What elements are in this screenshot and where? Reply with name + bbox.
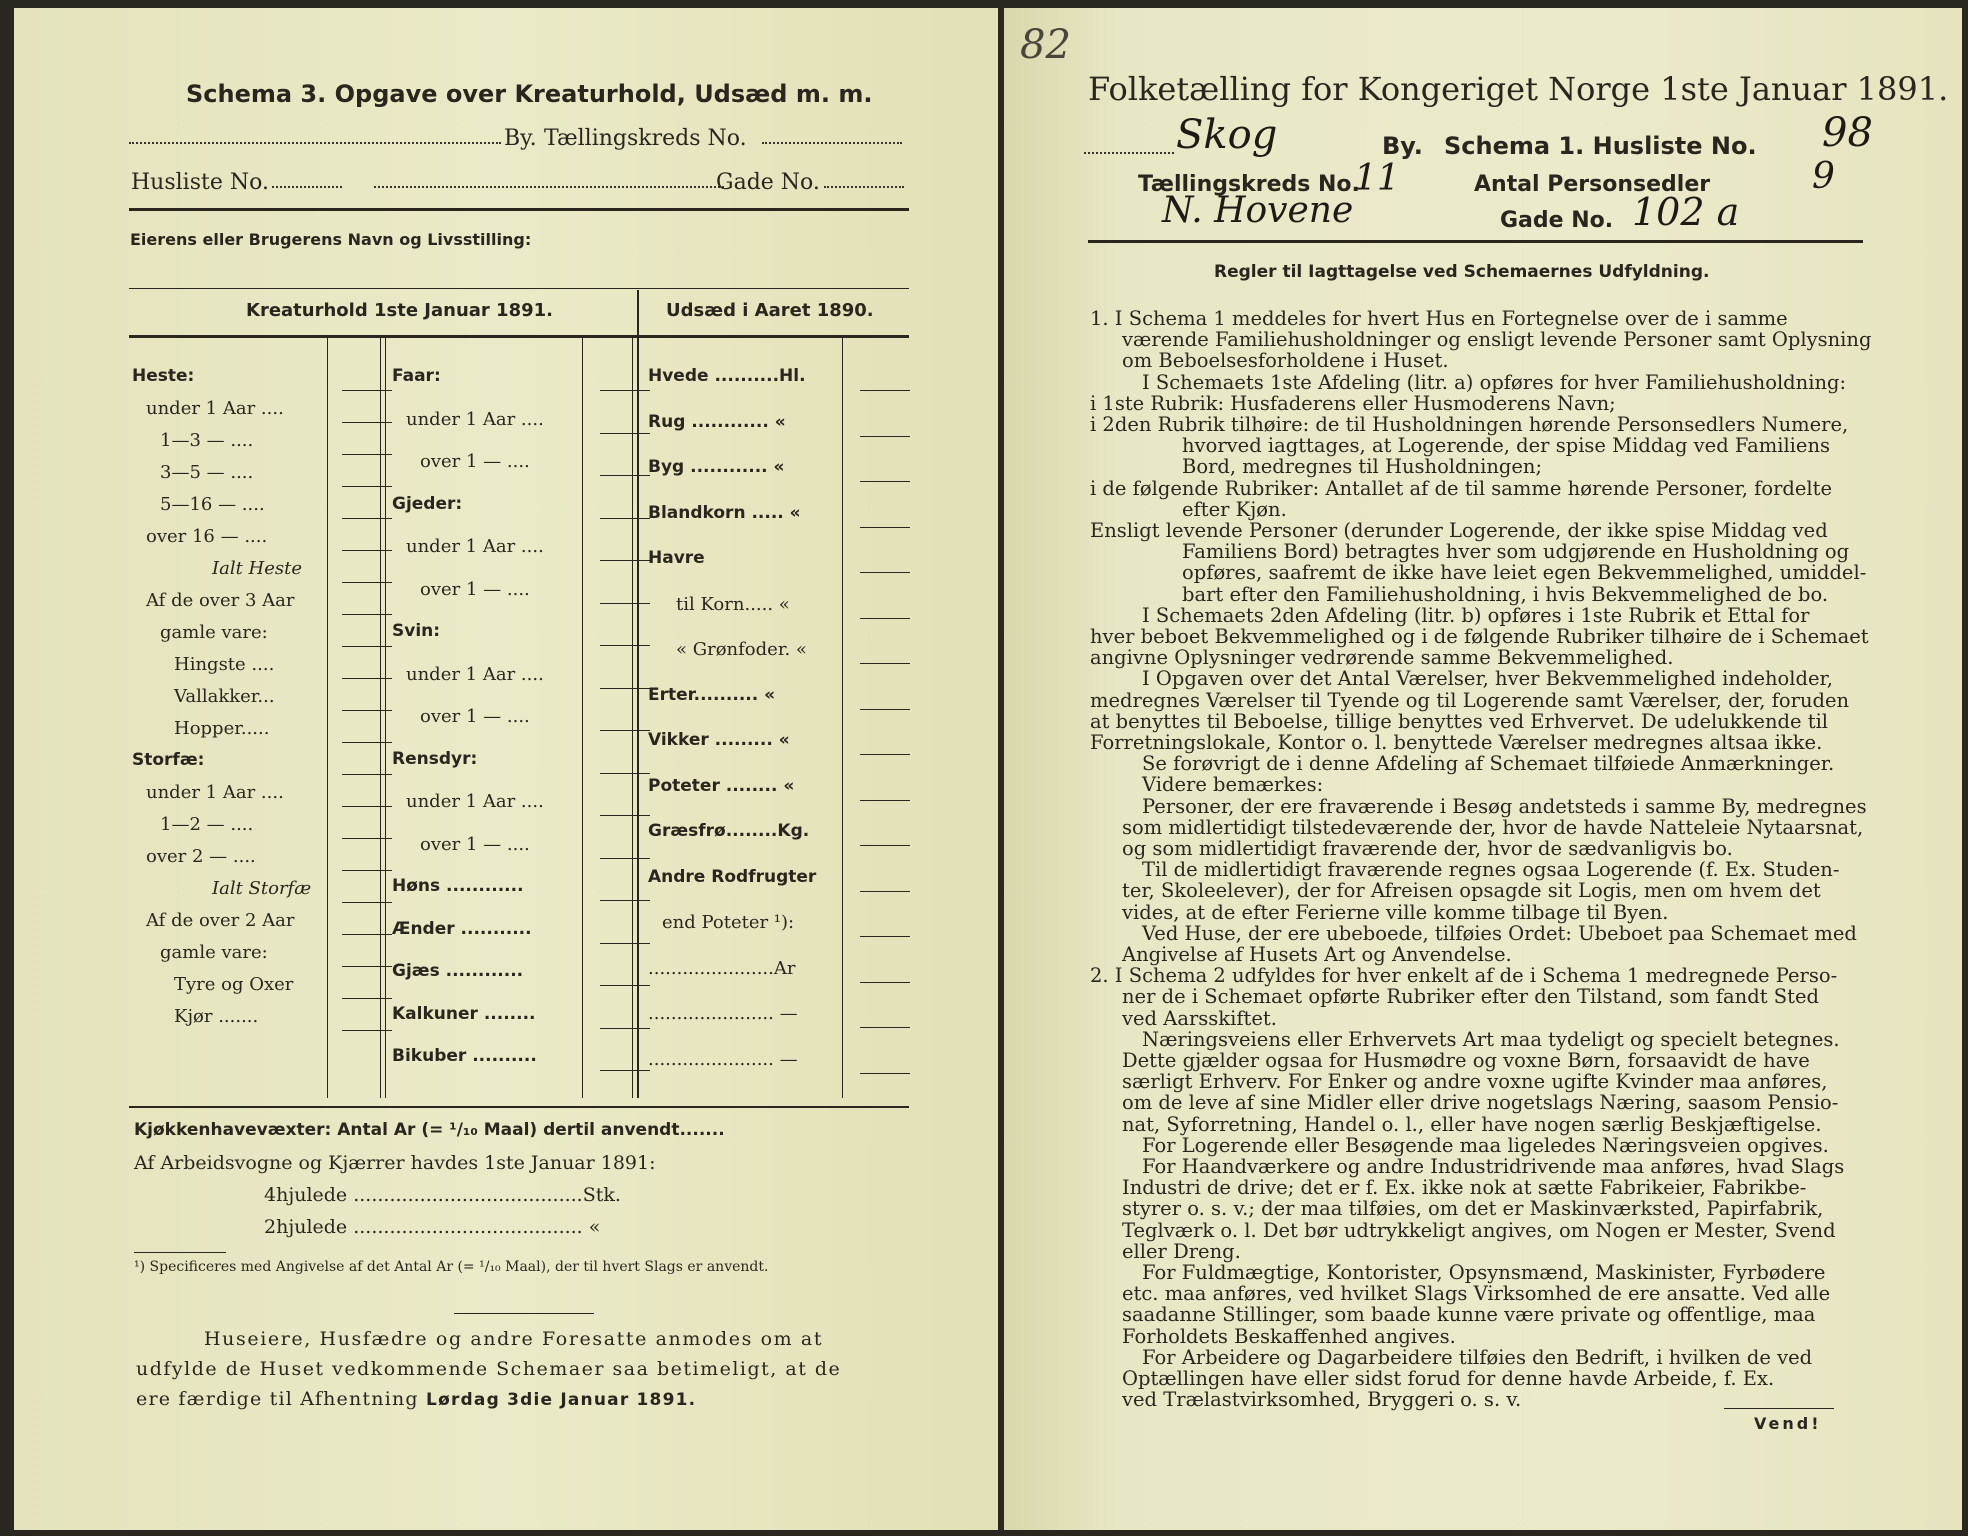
regel-line: Dette gjælder ogsaa for Husmødre og voxne Børn, forsaavidt de have <box>1122 1049 1810 1072</box>
entry-line <box>860 754 910 755</box>
regel-line: angivne Oplysninger vedrørende samme Bekvemmelighed. <box>1090 646 1674 670</box>
regel-line: hvorved iagttages, at Logerende, der spise Middag ved Familiens <box>1182 434 1831 458</box>
regel-line: etc. maa anføres, ved hvilket Slags Virksomhed de ere ansatte. Ved alle <box>1122 1282 1831 1306</box>
entry-line <box>342 806 392 807</box>
fireHjulede-line: 4hjulede ......................................Stk. <box>264 1184 621 1206</box>
entry-line <box>860 936 910 937</box>
regel-line: bart efter den Familiehusholdning, i hvis Bekvemmelighed de bo. <box>1182 582 1829 606</box>
gade-label: Gade No. <box>716 170 820 195</box>
entry-line <box>342 998 392 999</box>
entry-line <box>600 560 650 561</box>
closing-date: Lørdag 3die Januar 1891. <box>426 1390 697 1410</box>
entry-line <box>860 1073 910 1074</box>
form-row-label: Byg ............ « <box>648 457 785 477</box>
entry-line <box>860 982 910 983</box>
entry-line <box>342 582 392 583</box>
regel-line: Ensligt levende Personer (derunder Logerende, der ikke spise Middag ved <box>1090 519 1828 542</box>
form-row-label: Græsfrø........Kg. <box>648 821 810 841</box>
entry-line <box>342 710 392 711</box>
regel-line: I Schemaets 1ste Afdeling (litr. a) opføres for hver Familiehusholdning: <box>1142 370 1847 394</box>
entry-line <box>342 742 392 743</box>
entry-line <box>342 486 392 487</box>
entry-line <box>600 900 650 901</box>
form-row-label: Rug ............ « <box>648 411 786 432</box>
entry-line <box>600 858 650 859</box>
entry-line <box>600 1070 650 1071</box>
form-row-label: Hingste .... <box>174 654 275 675</box>
by-handwritten: Skog <box>1176 112 1278 158</box>
form-row-label: 1—3 — .... <box>160 430 254 451</box>
entry-line <box>600 1028 650 1029</box>
regel-line: opføres, saafremt de ikke have leiet egen Bekvemmelighed, umiddel- <box>1182 561 1867 585</box>
form-row-label: under 1 Aar .... <box>406 663 544 685</box>
form-row-label: over 2 — .... <box>146 846 256 867</box>
regel-line: eller Dreng. <box>1122 1239 1241 1263</box>
vend-label: Vend! <box>1754 1414 1822 1433</box>
entry-line <box>600 730 650 731</box>
regel-line: Se forøvrigt de i denne Afdeling af Schemaet tilføiede Anmærkninger. <box>1142 752 1835 776</box>
entry-line <box>600 475 650 476</box>
by-label: By. <box>1382 132 1423 160</box>
arbeidsvogne-line: Af Arbeidsvogne og Kjærrer havdes 1ste Januar 1891: <box>134 1152 656 1174</box>
entry-line <box>342 550 392 551</box>
form-row-label: under 1 Aar .... <box>406 408 544 430</box>
entry-line <box>860 709 910 710</box>
form-row-label: gamle vare: <box>160 942 268 963</box>
schema-husliste-label: Schema 1. Husliste No. <box>1444 132 1757 160</box>
antal-personsedler-label: Antal Personsedler <box>1474 172 1711 197</box>
regel-line: Familiens Bord) betragtes hver som udgjørende en Husholdning og <box>1182 540 1850 564</box>
regel-line: som midlertidigt tilstedeværende der, hvor de havde Natteleie Nytaarsnat, <box>1122 815 1864 839</box>
form-row-label: under 1 Aar .... <box>406 791 544 812</box>
form-row-label: til Korn..... « <box>676 593 790 615</box>
regel-line: efter Kjøn. <box>1182 497 1287 521</box>
form-row-label: end Poteter ¹): <box>662 912 795 933</box>
form-row-label: ...................... — <box>648 1048 798 1070</box>
entry-line <box>342 454 392 455</box>
form-row-label: Svin: <box>392 621 441 641</box>
form-row-label: ...................... — <box>648 1003 798 1024</box>
regel-line: i de følgende Rubriker: Antallet af de til samme hørende Personer, fordelte <box>1090 476 1833 500</box>
entry-line <box>342 838 392 839</box>
form-row-label: over 1 — .... <box>420 578 530 600</box>
regel-line: Bord, medregnes til Husholdningen; <box>1182 455 1543 479</box>
form-row-label: Høns ............ <box>392 876 524 896</box>
toHjulede-line: 2hjulede ...................................... « <box>264 1216 601 1238</box>
folketaelling-title: Folketælling for Kongeriget Norge 1ste Januar 1891. <box>1088 70 1949 108</box>
gade-no-handwritten: 102 a <box>1632 190 1740 234</box>
regel-line: I Opgaven over det Antal Værelser, hver Bekvemmelighed indeholder, <box>1142 667 1833 691</box>
gade-handwritten: N. Hovene <box>1162 190 1354 231</box>
form-row-label: under 1 Aar .... <box>406 536 544 557</box>
regel-line: medregnes Værelser til Tyende og til Logerende samt Værelser, der, foruden <box>1090 688 1850 712</box>
form-row-label: Rensdyr: <box>392 748 478 769</box>
entry-line <box>860 527 910 528</box>
entry-line <box>342 774 392 775</box>
form-row-label: over 16 — .... <box>146 526 268 547</box>
form-row-label: Storfæ: <box>132 750 205 770</box>
kjokkenhave-line <box>134 1118 725 1140</box>
entry-line <box>600 773 650 774</box>
regel-line: om Beboelsesforholdene i Huset. <box>1122 349 1449 373</box>
closing-line-2: udfylde de Huset vedkommende Schemaer saa betimeligt, at de <box>136 1358 842 1380</box>
kreds-handwritten: 11 <box>1354 158 1400 199</box>
form-row-label: gamle vare: <box>160 622 268 643</box>
form-row-label: Erter.......... « <box>648 684 776 705</box>
form-row-label: Af de over 2 Aar <box>146 910 295 931</box>
form-row-label: Af de over 3 Aar <box>146 590 295 611</box>
form-row-label: Vallakker... <box>174 686 275 707</box>
regel-line: i 2den Rubrik tilhøire: de til Husholdningen hørende Personsedlers Numere, <box>1090 413 1849 436</box>
footnote: ¹) Specificeres med Angivelse af det Antal Ar (= ¹/₁₀ Maal), der til hvert Slags er anvendt. <box>134 1259 769 1275</box>
entry-line <box>342 614 392 615</box>
entry-line <box>600 985 650 986</box>
form-row-label: over 1 — .... <box>420 706 530 727</box>
regel-line: om de leve af sine Midler eller drive nogetslags Næring, saasom Pensio- <box>1122 1091 1839 1115</box>
regel-line: Videre bemærkes: <box>1142 773 1324 797</box>
closing-line-3 <box>136 1388 696 1410</box>
regler-title: Regler til Iagttagelse ved Schemaernes Udfyldning. <box>1214 262 1710 282</box>
entry-line <box>342 390 392 391</box>
form-row-label: Vikker ......... « <box>648 730 790 750</box>
gade-no-label: Gade No. <box>1500 208 1614 233</box>
regel-line: For Arbeidere og Dagarbeidere tilføies den Bedrift, i hvilken de ved <box>1142 1345 1813 1369</box>
regel-line: 1. I Schema 1 meddeles for hvert Hus en Fortegnelse over de i samme <box>1090 307 1788 330</box>
schema-3-title: Schema 3. Opgave over Kreaturhold, Udsæd m. m. <box>186 80 873 108</box>
entry-line <box>860 845 910 846</box>
regel-line: Forretningslokale, Kontor o. l. benyttede Værelser medregnes altsaa ikke. <box>1090 731 1823 754</box>
form-row-label: Kalkuner ........ <box>392 1003 536 1024</box>
kjokkenhave-text: Kjøkkenhavevæxter: Antal Ar (= ¹/₁₀ Maal) dertil anvendt....... <box>134 1120 725 1140</box>
regel-line: ter, Skoleelever), der for Afreisen opsagde sit Logis, men om hvem det <box>1122 879 1821 903</box>
entry-line <box>600 943 650 944</box>
regel-line: hver beboet Bekvemmelighed og i de følgende Rubriker tilhøire de i Schemaet <box>1090 625 1869 648</box>
regel-line: For Haandværkere og andre Industridrivende maa anføres, hvad Slags <box>1142 1155 1845 1178</box>
form-row-label: Havre <box>648 548 705 568</box>
regel-line: For Logerende eller Besøgende maa ligeledes Næringsveien opgives. <box>1142 1133 1829 1157</box>
regel-line: ved Trælastvirksomhed, Bryggeri o. s. v. <box>1122 1388 1522 1412</box>
right-page-schema-1 <box>1004 8 1962 1530</box>
margin-note: 82 <box>1020 22 1071 68</box>
regel-line: 2. I Schema 2 udfyldes for hver enkelt af de i Schema 1 medregnede Perso- <box>1090 964 1838 988</box>
form-row-label: Bikuber .......... <box>392 1046 537 1066</box>
regel-line: For Fuldmægtige, Kontorister, Opsynsmænd, Maskinister, Fyrbødere <box>1142 1261 1826 1284</box>
closing-line-3-text: ere færdige til Afhentning <box>136 1388 419 1410</box>
entry-line <box>860 1027 910 1028</box>
entry-line <box>600 518 650 519</box>
form-row-label: Ænder ........... <box>392 918 532 939</box>
regel-line: Optællingen have eller sidst forud for denne havde Arbeide, f. Ex. <box>1122 1367 1775 1390</box>
form-row-label: over 1 — .... <box>420 833 530 855</box>
entry-line <box>860 618 910 619</box>
regel-line: særligt Erhverv. For Enker og andre voxne ugifte Kvinder maa anføres, <box>1122 1070 1828 1094</box>
form-row-label: 1—2 — .... <box>160 814 254 835</box>
form-row-label: under 1 Aar .... <box>146 782 284 803</box>
form-row-label: Ialt Storfæ <box>212 878 312 899</box>
entry-line <box>342 518 392 519</box>
regel-line: Forholdets Beskaffenhed angives. <box>1122 1324 1456 1348</box>
regel-line: Teglværk o. l. Det bør udtrykkeligt angives, om Nogen er Mester, Svend <box>1122 1218 1836 1242</box>
form-row-label: Poteter ........ « <box>648 775 795 796</box>
entry-line <box>342 870 392 871</box>
entry-line <box>860 800 910 801</box>
regel-line: i 1ste Rubrik: Husfaderens eller Husmoderens Navn; <box>1090 391 1616 415</box>
form-row-label: Tyre og Oxer <box>174 974 294 995</box>
form-row-label: Andre Rodfrugter <box>648 866 817 887</box>
entry-line <box>342 966 392 967</box>
regel-line: styrer o. s. v.; der maa tilføies, om det er Maskinværksted, Papirfabrik, <box>1122 1197 1824 1221</box>
regel-line: Ved Huse, der ere ubeboede, tilføies Ordet: Ubeboet paa Schemaet med <box>1142 921 1857 945</box>
entry-line <box>860 436 910 437</box>
kreaturhold-header: Kreaturhold 1ste Januar 1891. <box>246 300 553 321</box>
entry-line <box>860 390 910 391</box>
entry-line <box>342 934 392 935</box>
regel-line: og som midlertidigt fraværende der, hvor de sædvanligvis bo. <box>1122 837 1733 860</box>
entry-line <box>860 663 910 664</box>
left-page-schema-3 <box>14 8 998 1530</box>
regel-line: værende Familiehusholdninger og ensligt levende Personer samt Oplysning <box>1122 328 1872 352</box>
form-row-label: under 1 Aar .... <box>146 398 284 419</box>
husliste-label: Husliste No. <box>131 170 269 195</box>
entry-line <box>600 815 650 816</box>
regel-line: Angivelse af Husets Art og Anvendelse. <box>1122 943 1512 966</box>
form-row-label: « Grønfoder. « <box>676 639 807 660</box>
antal-handwritten: 9 <box>1812 156 1835 197</box>
form-row-label: Gjæs ............ <box>392 961 524 981</box>
form-row-label: Hopper..... <box>174 718 270 739</box>
entry-line <box>600 603 650 604</box>
entry-line <box>342 422 392 423</box>
entry-line <box>600 688 650 689</box>
regel-line: Industri de drive; det er f. Ex. ikke nok at sætte Fabrikeier, Fabrikbe- <box>1122 1176 1807 1200</box>
form-row-label: Hvede ..........Hl. <box>648 366 806 386</box>
entry-line <box>600 390 650 391</box>
entry-line <box>342 902 392 903</box>
udsaed-header: Udsæd i Aaret 1890. <box>666 300 874 321</box>
entry-line <box>600 645 650 646</box>
form-row-label: Ialt Heste <box>212 558 303 579</box>
form-row-label: over 1 — .... <box>420 451 530 472</box>
regel-line: saadanne Stillinger, som baade kunne være private og offentlige, maa <box>1122 1303 1816 1327</box>
regel-line: ved Aarsskiftet. <box>1122 1006 1277 1030</box>
regel-line: ner de i Schemaet opførte Rubriker efter den Tilstand, som fandt Sted <box>1122 985 1819 1009</box>
form-row-label: ......................Ar <box>648 957 796 979</box>
regel-line: Næringsveiens eller Erhvervets Art maa tydeligt og specielt betegnes. <box>1142 1027 1840 1051</box>
form-row-label: Faar: <box>392 366 441 386</box>
entry-line <box>860 891 910 892</box>
regel-line: I Schemaets 2den Afdeling (litr. b) opføres i 1ste Rubrik et Ettal for <box>1142 603 1810 627</box>
form-row-label: 5—16 — .... <box>160 494 265 515</box>
eier-label: Eierens eller Brugerens Navn og Livsstilling: <box>130 230 532 249</box>
entry-line <box>342 646 392 647</box>
form-row-label: 3—5 — .... <box>160 462 254 483</box>
form-row-label: Heste: <box>132 366 195 386</box>
taellingskreds-label: Tællingskreds No. <box>1138 172 1360 197</box>
entry-line <box>342 678 392 679</box>
closing-line-1: Huseiere, Husfædre og andre Foresatte anmodes om at <box>204 1328 824 1350</box>
regel-line: Personer, der ere fraværende i Besøg andetsteds i samme By, medregnes <box>1142 794 1867 818</box>
kreds-label: Tællingskreds No. <box>544 126 747 151</box>
entry-line <box>600 433 650 434</box>
entry-line <box>860 572 910 573</box>
form-row-label: Blandkorn ..... « <box>648 502 801 523</box>
regel-line: nat, Syforretning, Handel o. l., eller have nogen særlig Beskjæftigelse. <box>1122 1112 1822 1136</box>
entry-line <box>342 1030 392 1031</box>
form-row-label: Gjeder: <box>392 493 463 514</box>
husliste-handwritten: 98 <box>1822 110 1873 156</box>
regel-line: vides, at de efter Ferierne ville komme tilbage til Byen. <box>1122 900 1669 924</box>
by-label: By. <box>504 126 537 151</box>
form-row-label: Kjør ....... <box>174 1006 259 1027</box>
entry-line <box>860 481 910 482</box>
regel-line: Til de midlertidigt fraværende regnes ogsaa Logerende (f. Ex. Studen- <box>1142 858 1840 882</box>
regel-line: at benyttes til Beboelse, tillige benyttes ved Erhvervet. De udelukkende til <box>1090 709 1829 733</box>
